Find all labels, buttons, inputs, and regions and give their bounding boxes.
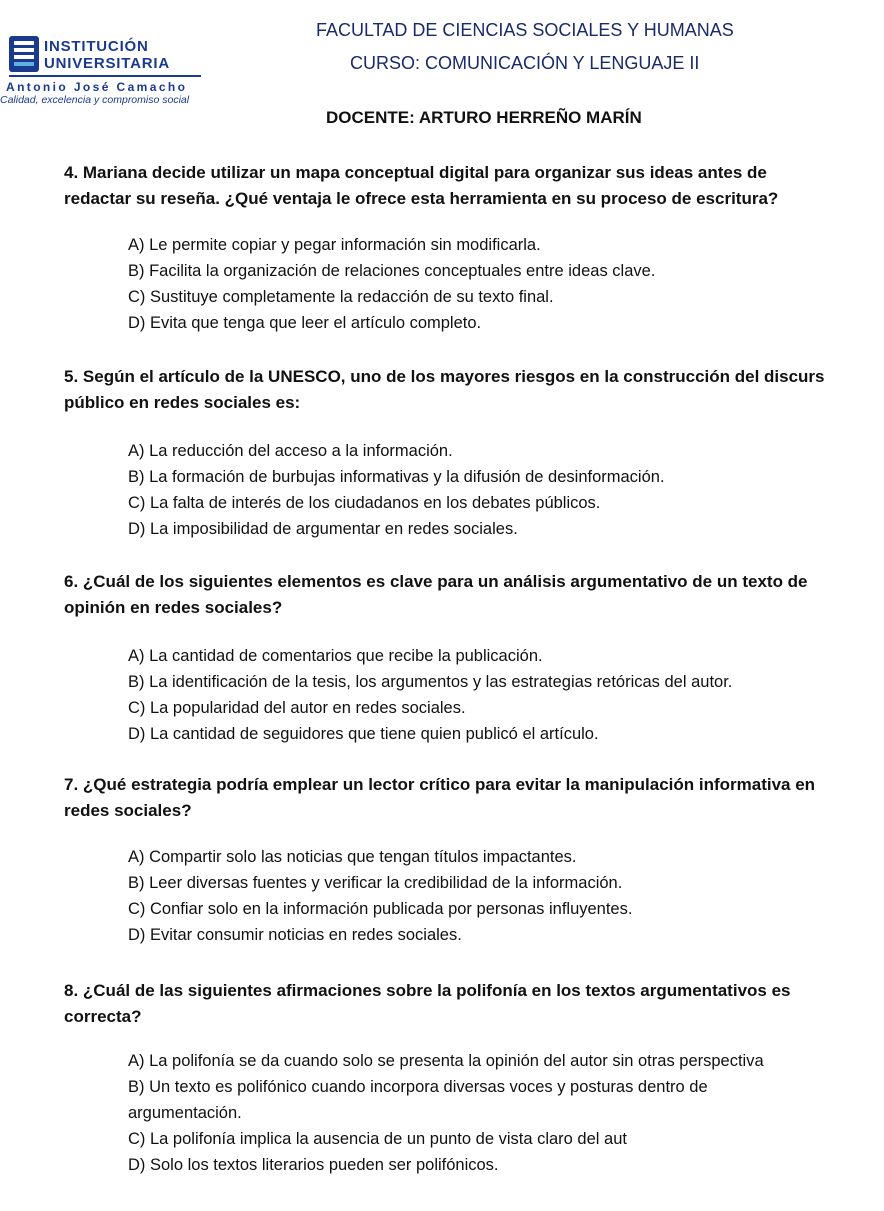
answer-option: A) La cantidad de comentarios que recibe la publicación. <box>128 647 543 665</box>
answer-option: B) Facilita la organización de relaciones conceptuales entre ideas clave. <box>128 262 656 280</box>
question-5 <box>64 364 874 416</box>
answer-option: C) La falta de interés de los ciudadanos en los debates públicos. <box>128 494 601 512</box>
answer-option: A) La polifonía se da cuando solo se presenta la opinión del autor sin otras perspectiva <box>128 1052 764 1070</box>
answer-option: C) La polifonía implica la ausencia de un punto de vista claro del aut <box>128 1130 627 1148</box>
institution-logo <box>0 36 230 112</box>
logo-divider <box>9 75 201 77</box>
question-text-line: 8. ¿Cuál de las siguientes afirmaciones sobre la polifonía en los textos argumentativos es <box>64 981 791 1000</box>
teacher-title: DOCENTE: ARTURO HERREÑO MARÍN <box>326 108 642 127</box>
answer-option: C) Sustituye completamente la redacción de su texto final. <box>128 288 554 306</box>
answer-option: A) Compartir solo las noticias que tengan títulos impactantes. <box>128 848 577 866</box>
logo-text-line3: Antonio José Camacho <box>6 80 188 94</box>
answer-option: B) Un texto es polifónico cuando incorpora diversas voces y posturas dentro de <box>128 1078 708 1096</box>
logo-tagline: Calidad, excelencia y compromiso social <box>0 94 190 106</box>
question-text-line: 7. ¿Qué estrategia podría emplear un lector crítico para evitar la manipulación informativa en <box>64 775 816 794</box>
question-text-line: redes sociales? <box>64 801 192 820</box>
institution-emblem-icon <box>9 36 39 72</box>
question-text-line: 5. Según el artículo de la UNESCO, uno de los mayores riesgos en la construcción del discurs <box>64 367 825 386</box>
answer-option: C) Confiar solo en la información publicada por personas influyentes. <box>128 900 633 918</box>
question-text-line: público en redes sociales es: <box>64 393 301 412</box>
answer-option: B) Leer diversas fuentes y verificar la credibilidad de la información. <box>128 874 623 892</box>
answer-option-continuation: argumentación. <box>128 1104 242 1122</box>
answer-option: A) Le permite copiar y pegar información sin modificarla. <box>128 236 541 254</box>
question-4 <box>64 160 874 212</box>
question-text-line: 6. ¿Cuál de los siguientes elementos es clave para un análisis argumentativo de un texto de <box>64 572 808 591</box>
answer-option: D) La imposibilidad de argumentar en redes sociales. <box>128 520 518 538</box>
answer-option: A) La reducción del acceso a la información. <box>128 442 453 460</box>
question-text-line: correcta? <box>64 1007 142 1026</box>
answer-option: B) La identificación de la tesis, los argumentos y las estrategias retóricas del autor. <box>128 673 733 691</box>
answer-option: D) Solo los textos literarios pueden ser polifónicos. <box>128 1156 499 1174</box>
answer-option: B) La formación de burbujas informativas y la difusión de desinformación. <box>128 468 665 486</box>
question-8 <box>64 978 874 1030</box>
answer-option: D) Evitar consumir noticias en redes sociales. <box>128 926 462 944</box>
question-text-line: opinión en redes sociales? <box>64 598 283 617</box>
question-text-line: redactar su reseña. ¿Qué ventaja le ofrece esta herramienta en su proceso de escritura? <box>64 189 779 208</box>
faculty-title: FACULTAD DE CIENCIAS SOCIALES Y HUMANAS <box>316 20 734 40</box>
answer-option: C) La popularidad del autor en redes sociales. <box>128 699 466 717</box>
question-7 <box>64 772 874 824</box>
logo-text-line1: INSTITUCIÓN <box>44 38 149 55</box>
course-title: CURSO: COMUNICACIÓN Y LENGUAJE II <box>350 53 700 73</box>
logo-text-line2: UNIVERSITARIA <box>44 55 170 72</box>
answer-option: D) Evita que tenga que leer el artículo completo. <box>128 314 482 332</box>
question-text-line: 4. Mariana decide utilizar un mapa conceptual digital para organizar sus ideas antes de <box>64 163 767 182</box>
answer-option: D) La cantidad de seguidores que tiene quien publicó el artículo. <box>128 725 599 743</box>
question-6 <box>64 569 874 621</box>
